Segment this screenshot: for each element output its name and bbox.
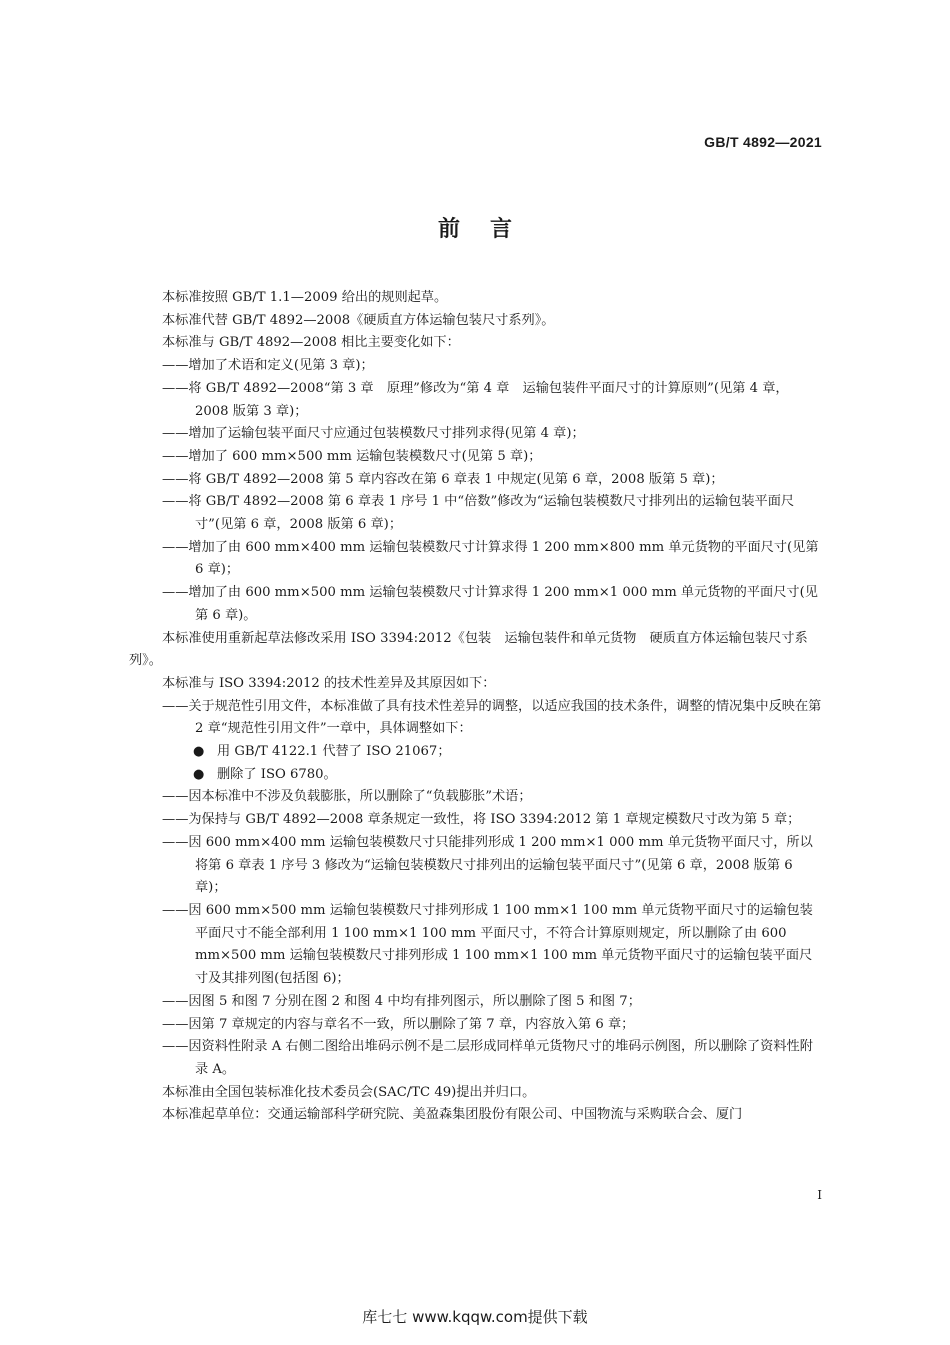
dash-item: ——因 600 mm×500 mm 运输包装模数尺寸排列形成 1 100 mm×1 100 mm 单元货物平面尺寸的运输包装平面尺寸不能全部利用 1 100 mm×1 100 mm 平面尺寸，不符合计算原则规定，所以删除了由 600 mm×500 mm 运输包装模数尺寸排列形成 1 100 mm×1 100 mm 单元货物平面尺寸的运输包装平面尺寸及其排列图(包括图 6)； [162, 902, 813, 987]
bullet-icon: ● [193, 744, 205, 760]
dash-item: ——因 600 mm×400 mm 运输包装模数尺寸只能排列形成 1 200 mm×1 000 mm 单元货物平面尺寸，所以将第 6 章表 1 序号 3 修改为“运输包装模数尺寸排列出的运输包装平面尺寸”(见第 6 章，2008 版第 6 章)； [162, 834, 813, 896]
dash-item: ——将 GB/T 4892—2008 第 6 章表 1 序号 1 中“倍数”修改为“运输包装模数尺寸排列出的运输包装平面尺寸”(见第 6 章，2008 版第 6 章)； [162, 494, 795, 533]
dash-item: ——增加了由 600 mm×400 mm 运输包装模数尺寸计算求得 1 200 mm×800 mm 单元货物的平面尺寸(见第 6 章)； [162, 539, 819, 578]
document-body [129, 287, 822, 1127]
paragraph: 本标准使用重新起草法修改采用 ISO 3394:2012《包装 运输包装件和单元货物 硬质直方体运输包装尺寸系列》。 [129, 630, 808, 669]
dash-item: ——因第 7 章规定的内容与章名不一致，所以删除了第 7 章，内容放入第 6 章； [162, 1016, 635, 1032]
footer-watermark: 库七七 www.kqqw.com提供下载 [362, 1308, 588, 1326]
bullet-item [129, 764, 822, 787]
paragraph: 本标准按照 GB/T 1.1—2009 给出的规则起草。 [162, 290, 448, 305]
dash-item: ——为保持与 GB/T 4892—2008 章条规定一致性，将 ISO 3394:2012 第 1 章规定模数尺寸改为第 5 章； [162, 812, 801, 828]
dash-item: ——增加了 600 mm×500 mm 运输包装模数尺寸(见第 5 章)； [162, 448, 542, 464]
page-title: 前言 [437, 217, 542, 242]
bullet-text: 用 GB/T 4122.1 代替了 ISO 21067； [217, 744, 451, 760]
dash-item: ——将 GB/T 4892—2008 第 5 章内容改在第 6 章表 1 中规定(见第 6 章，2008 版第 5 章)； [162, 471, 724, 487]
paragraph: 本标准与 GB/T 4892—2008 相比主要变化如下： [162, 335, 460, 351]
paragraph: 本标准与 ISO 3394:2012 的技术性差异及其原因如下： [162, 675, 496, 691]
dash-item: ——因本标准中不涉及负载膨胀，所以删除了“负载膨胀”术语； [162, 789, 532, 805]
bullet-icon: ● [193, 766, 205, 782]
page-number: I [817, 1188, 822, 1202]
dash-item: ——增加了由 600 mm×500 mm 运输包装模数尺寸计算求得 1 200 mm×1 000 mm 单元货物的平面尺寸(见第 6 章)。 [162, 585, 818, 623]
paragraph: 本标准由全国包装标准化技术委员会(SAC/TC 49)提出并归口。 [162, 1084, 536, 1100]
dash-item: ——增加了术语和定义(见第 3 章)； [162, 358, 374, 374]
dash-item: ——因资料性附录 A 右侧二图给出堆码示例不是二层形成同样单元货物尺寸的堆码示例图，所以删除了资料性附录 A。 [162, 1039, 813, 1077]
dash-item: ——将 GB/T 4892—2008“第 3 章 原理”修改为“第 4 章 运输包装件平面尺寸的计算原则”(见第 4 章，2008 版第 3 章)； [162, 380, 789, 419]
dash-item: ——增加了运输包装平面尺寸应通过包装模数尺寸排列求得(见第 4 章)； [162, 426, 585, 442]
bullet-item [129, 741, 822, 764]
paragraph: 本标准起草单位：交通运输部科学研究院、美盈森集团股份有限公司、中国物流与采购联合会、厦门 [162, 1107, 743, 1123]
standard-code: GB/T 4892—2021 [704, 134, 822, 150]
paragraph: 本标准代替 GB/T 4892—2008《硬质直方体运输包装尺寸系列》。 [162, 312, 555, 328]
dash-item: ——因图 5 和图 7 分别在图 2 和图 4 中均有排列图示，所以删除了图 5 和图 7； [162, 993, 641, 1009]
dash-item: ——关于规范性引用文件，本标准做了具有技术性差异的调整，以适应我国的技术条件，调整的情况集中反映在第 2 章“规范性引用文件”一章中，具体调整如下： [162, 698, 822, 737]
bullet-text: 删除了 ISO 6780。 [217, 766, 337, 782]
